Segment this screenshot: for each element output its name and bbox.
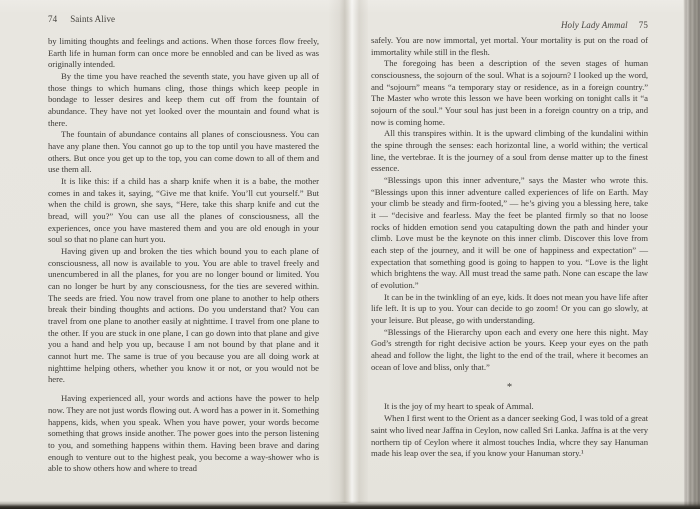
paragraph: Having experienced all, your words and actions have the power to help now. They are not just words flowing out. A word has a power in it. Something happens, kids, when you speak. When you have power, your words become something that grows inside another. The power goes into the person listening to you, and something happens within them. Having been brave and daring enough to venture out to the highest peak, you become a way-shower who is able to show others how and where to tread: [48, 393, 319, 474]
right-page-number: 75: [638, 20, 648, 30]
section-separator-asterisk: *: [506, 382, 513, 394]
paragraph: safely. You are now immortal, yet mortal. Your mortality is put on the road of immortality while still in the flesh.: [371, 35, 648, 57]
paragraph: It can be in the twinkling of an eye, kids. It does not mean you have life after life left. It is up to you. Your can decide to go zoom! Or you can go slowly, at your leisure. But please, go with understanding.: [371, 291, 648, 326]
paragraph: By the time you have reached the seventh state, you have given up all of those things to which humans cling, those things which keep people in bondage to lesser desires and keep them cut off from the fountain of abundance. They have not yet looked over the mountain and found what is there.: [48, 71, 319, 128]
paragraph: The fountain of abundance contains all planes of consciousness. You can have any plane then. You cannot go up to the top until you have mastered the others. But once you get up to the top, you can come down to all of them and use them all.: [48, 129, 319, 175]
book-fore-edge: [683, 0, 700, 509]
paragraph: “Blessings of the Hierarchy upon each and every one here this night. May God’s strength for right decisive action be yours. Keep your eyes on the path ahead and follow the light, the light to the end of the trail, where it becomes an ocean of love and bliss, only that.”: [371, 326, 648, 372]
right-page-text: [371, 35, 648, 460]
paragraph: When I first went to the Orient as a dancer seeking God, I was told of a great saint who lived near Jaffna in Ceylon, now called Sri Lanka. Jaffna is at the very northern tip of Ceylon where it almost touches India, whcre they say Hanuman made his leap over the sea, if you know your Hanuman story.¹: [371, 413, 648, 459]
left-running-title: Saints Alive: [70, 14, 116, 24]
left-page-number: 74: [48, 14, 58, 24]
paragraph: “Blessings upon this inner adventure,” says the Master who wrote this. “Blessings upon this inner adventure called experiences of life on Earth. May your climb be steady and firm-footed,” — he’s giving you a blessing here, take it — “decisive and fearless. May the feet be planted firmly so that no loose rocks of hidden emotion send you catapulting down the path and hinder your climb. Love must be the keynote on this inner climb. Discover this love from each step of the journey, and it will be one of happiness and expectation” — expectation that something good is going to happen to you. “Love is the light which brightens the way. All must tread the same path. None can escape the law of evolution.”: [371, 175, 648, 291]
paragraph: by limiting thoughts and feelings and actions. When those forces flow freely, Earth life in human form can once more be ennobled and can be lived as was originally intended.: [48, 36, 319, 70]
right-running-title: Holy Lady Ammal: [560, 20, 628, 30]
paragraph: Having given up and broken the ties which bound you to each plane of consciousness, all now is available to you. You are able to travel freely and unencumbered in all the planes, for you are no longer bound or limited. You can no longer be hurt by any consciousness, for the ties are severed within. The seeds are fried. You now travel from one plane to another to help others break their binding thoughts and actions. Do you understand that? You can travel from one plane to another easily at nighttime. I travel from one plane to the other. If you are stuck in one plane, I can go down into that plane and give you a hand and help you up, because I am not bound by that plane and it cannot hurt me. The same is true of you because you are all doing work at nighttime helping others, whether you know it or not, or you would not be here.: [48, 246, 319, 385]
paragraph: It is like this: if a child has a sharp knife when it is a babe, the mother comes in and takes it, saying, “Give me that knife. You’ll cut yourself.” But when the child is grown, she says, “Here, take this sharp knife and cut the bread, will you?” You can use all the planes of consciousness, all the experiences, once you have mastered them and you are old enough in your soul so that no plane can hurt you.: [48, 176, 319, 245]
paragraph: It is the joy of my heart to speak of Ammal.: [384, 401, 534, 412]
left-page-header: [48, 14, 319, 24]
left-page-text: [48, 36, 319, 475]
photo-bottom-edge: [0, 501, 700, 509]
paragraph: All this transpires within. It is the upward climbing of the kundalini within the spine through the senses: each horizontal line, a world within; the vertical line, the vertebrae. It is the journey of a soul from dense matter up to the finest essence.: [371, 128, 648, 174]
right-page-header: [371, 20, 648, 30]
book-gutter: [328, 0, 368, 503]
paragraph: The foregoing has been a description of the seven stages of human consciousness, the sojourn of the soul. What is a sojourn? I looked up the word, and “sojourn” means “a temporary stay or residence, as in a foreign country.” The Master who wrote this lesson we have been working on tonight calls it “a sojourn of the soul.” Your soul has just been in a foreign country on a trip, and now is coming home.: [371, 58, 648, 127]
